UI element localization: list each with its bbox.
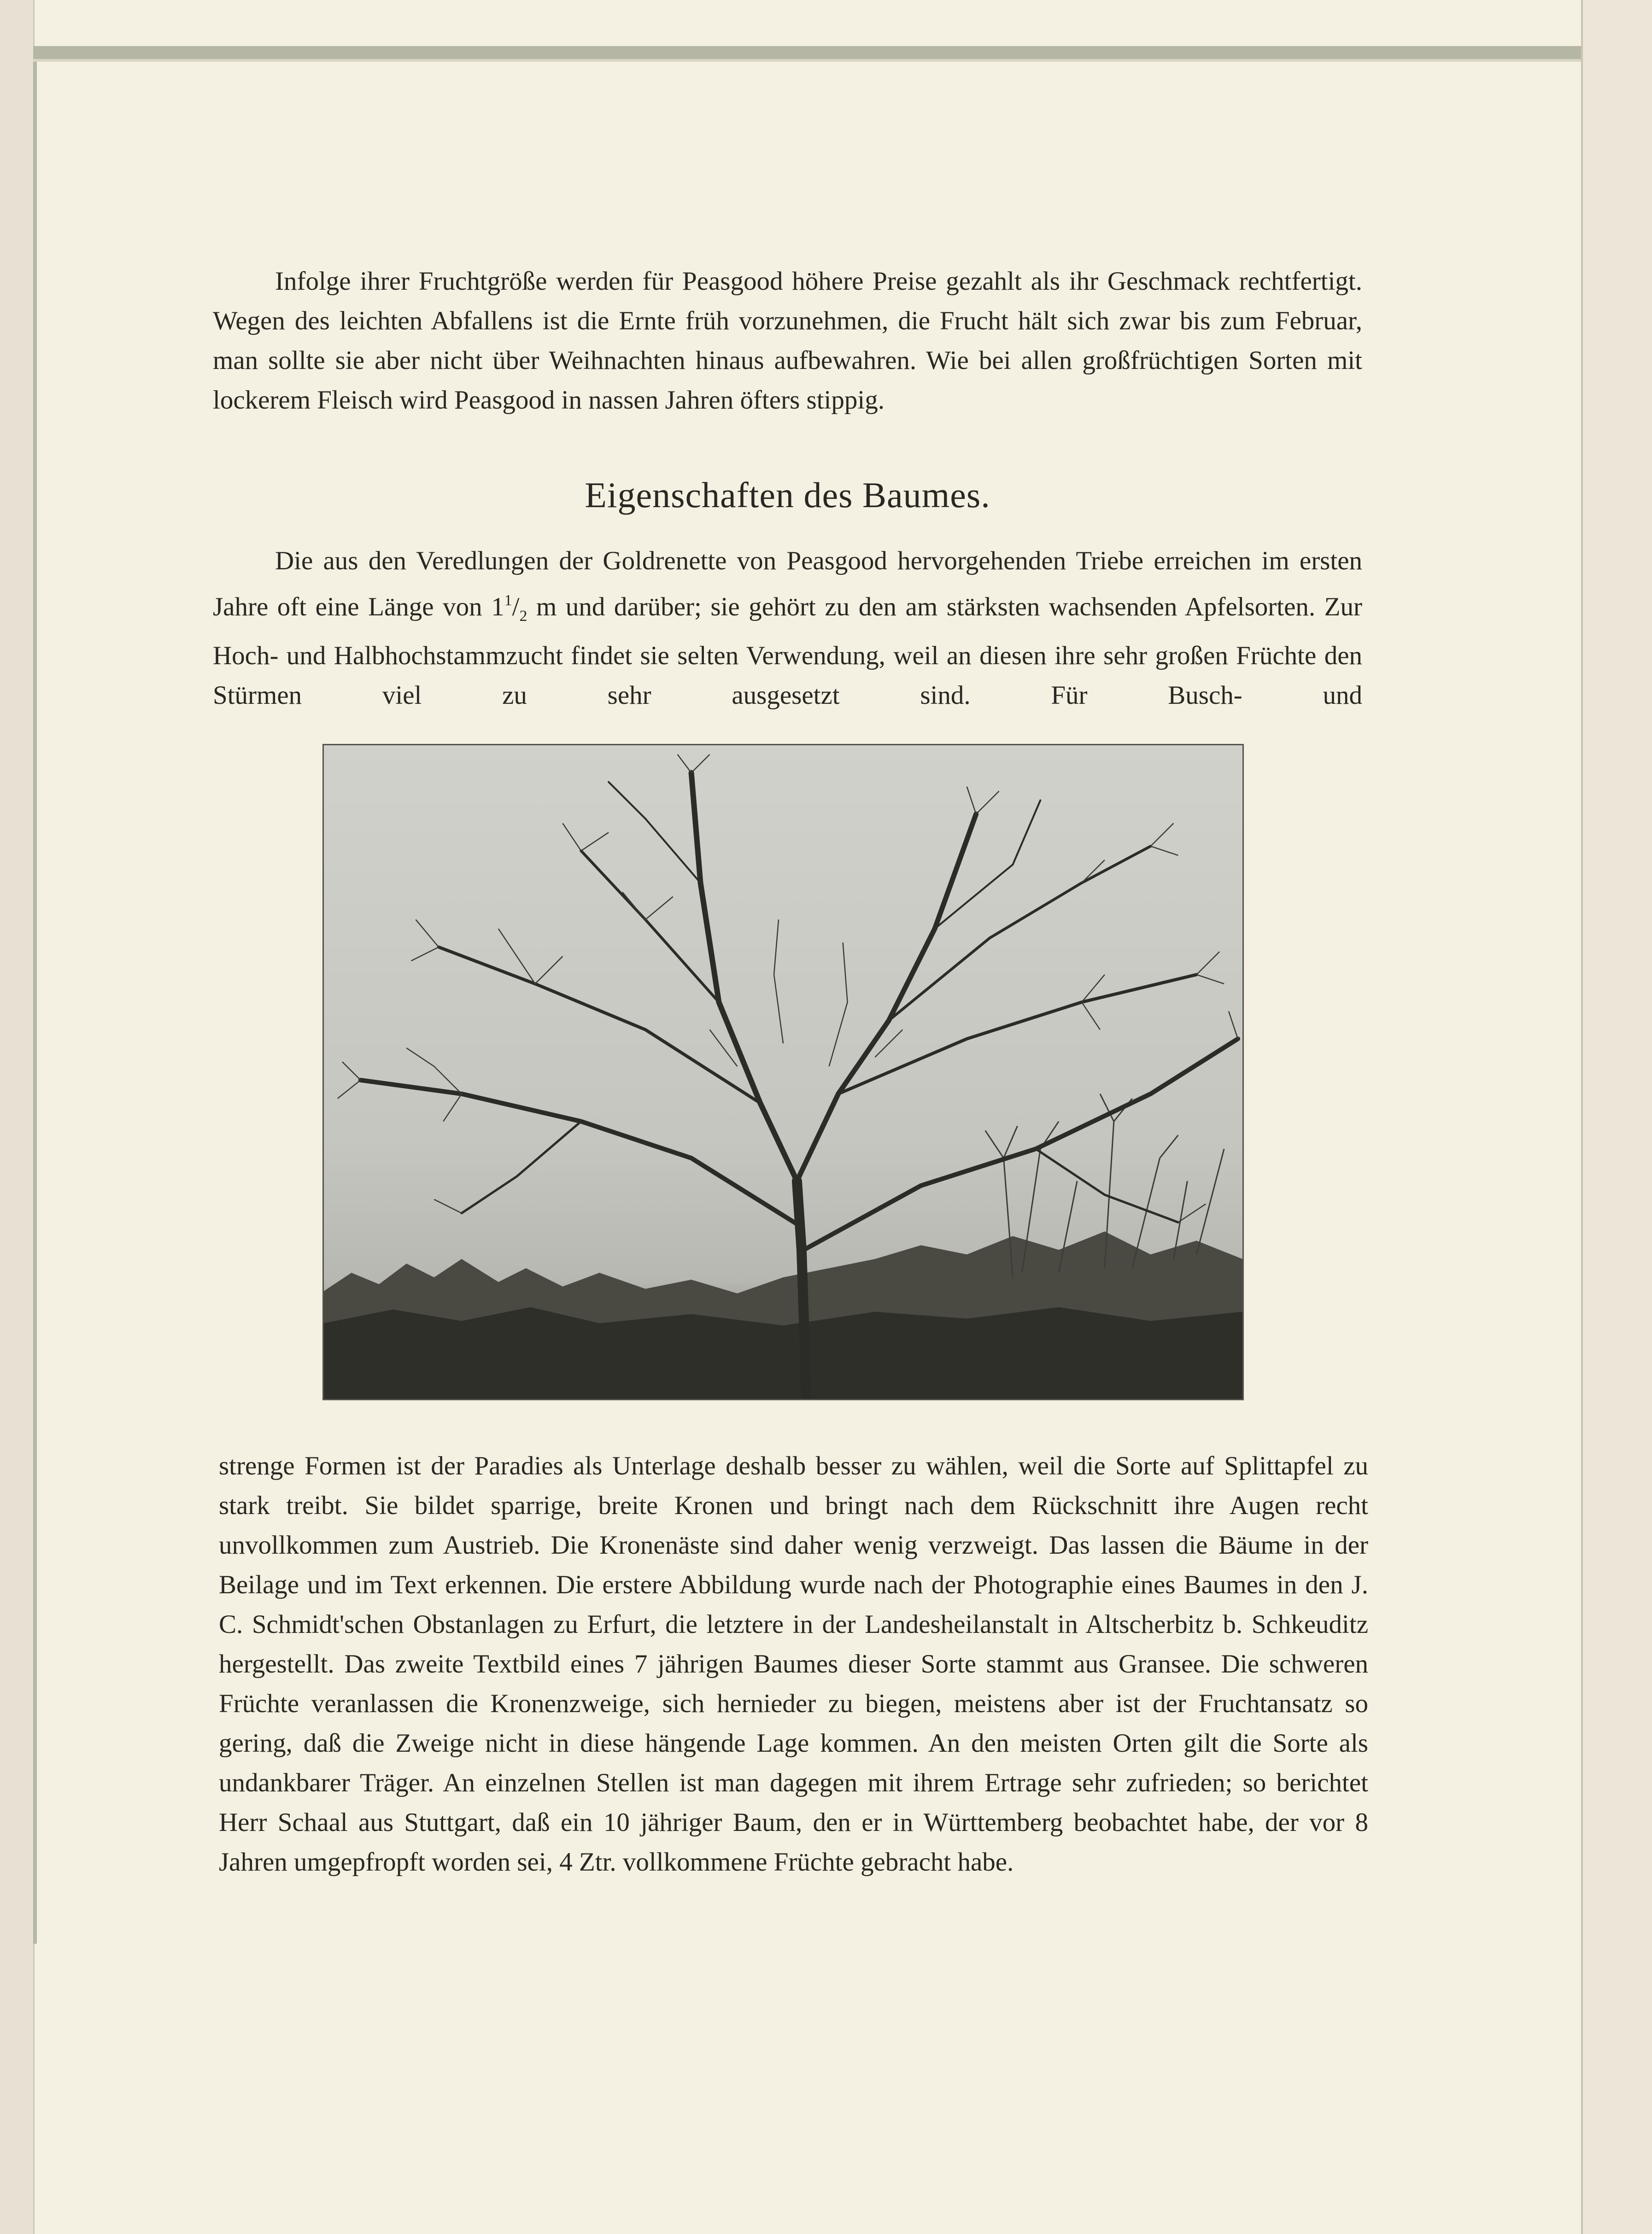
tree-photograph (322, 744, 1244, 1400)
paragraph-2-text-before: Die aus den Veredlungen der Goldrenette von Peasgood hervorgehenden Triebe erreichen im ersten Jahre oft eine Länge von 1 (213, 546, 1362, 621)
page-edge-left (33, 46, 37, 1944)
paragraph-rootstock: strenge Formen ist der Paradies als Unterlage deshalb besser zu wählen, weil die Sorte auf Splittapfel zu stark treibt. Sie bildet sparrige, breite Kronen und bringt nach dem Rückschnitt ihre Augen recht unvollkommen zum Austrieb. Die Kronenäste sind daher wenig verzweigt. Das lassen die Bäume in der Beilage und im Text erkennen. Die erstere Abbildung wurde nach der Photographie eines Baumes in den J. C. Schmidt'schen Obstanlagen zu Erfurt, die letztere in der Landesheilanstalt in Altscherbitz b. Schkeuditz hergestellt. Das zweite Textbild eines 7 jährigen Baumes dieser Sorte stammt aus Gransee. Die schweren Früchte veranlassen die Kronenzweige, sich hernieder zu biegen, meistens aber ist der Fruchtansatz so gering, daß die Zweige nicht in diese hängende Lage kommen. An den meisten Orten gilt die Sorte als undankbarer Träger. An einzelnen Stellen ist man dagegen mit ihrem Ertrage sehr zufrieden; so berichtet Herr Schaal aus Stuttgart, daß ein 10 jähriger Baum, den er in Württemberg beobachtet habe, der vor 8 Jahren umgepfropft worden sei, 4 Ztr. vollkommene Früchte gebracht habe. (219, 1451, 1368, 1877)
paragraph-2-text-after: m und darüber; sie gehört zu den am stärksten wachsenden Apfelsorten. Zur Hoch- und Halbhochstammzucht findet sie selten Verwendung, weil an diesen ihre sehr großen Früchte den Stürmen viel zu sehr ausgesetzt sind. Für Busch- und (213, 592, 1362, 710)
book-binding-right (1581, 0, 1652, 2234)
page-edge-top (33, 46, 1586, 59)
fraction-numerator: 1 (504, 592, 512, 609)
tree-photo-illustration (324, 745, 1242, 1399)
paragraph-fruit-price: Infolge ihrer Fruchtgröße werden für Peasgood höhere Preise gezahlt als ihr Geschmack rechtfertigt. Wegen des leichten Abfallens ist die Ernte früh vorzunehmen, die Frucht hält sich zwar bis zum Februar, man sollte sie aber nicht über Weihnachten hinaus aufbewahren. Wie bei allen großfrüchtigen Sorten mit lockerem Fleisch wird Peasgood in nassen Jahren öfters stippig. (213, 267, 1362, 415)
fraction-denominator: 2 (519, 608, 527, 625)
paragraph-tree-properties: Die aus den Veredlungen der Goldrenette von Peasgood hervorgehenden Triebe erreichen im ersten Jahre oft eine Länge von $1^1/_2$ m und darüber; sie gehört zu den am stärksten wachsenden Apfelsorten. Zur Hoch- und Halbhochstammzucht findet sie selten Verwendung, weil an diesen ihre sehr großen Früchte den Stürmen viel zu sehr ausgesetzt sind. Für Busch- und (213, 546, 1362, 710)
section-heading: Eigenschaften des Baumes. (585, 475, 990, 515)
book-binding-left (0, 0, 35, 2234)
